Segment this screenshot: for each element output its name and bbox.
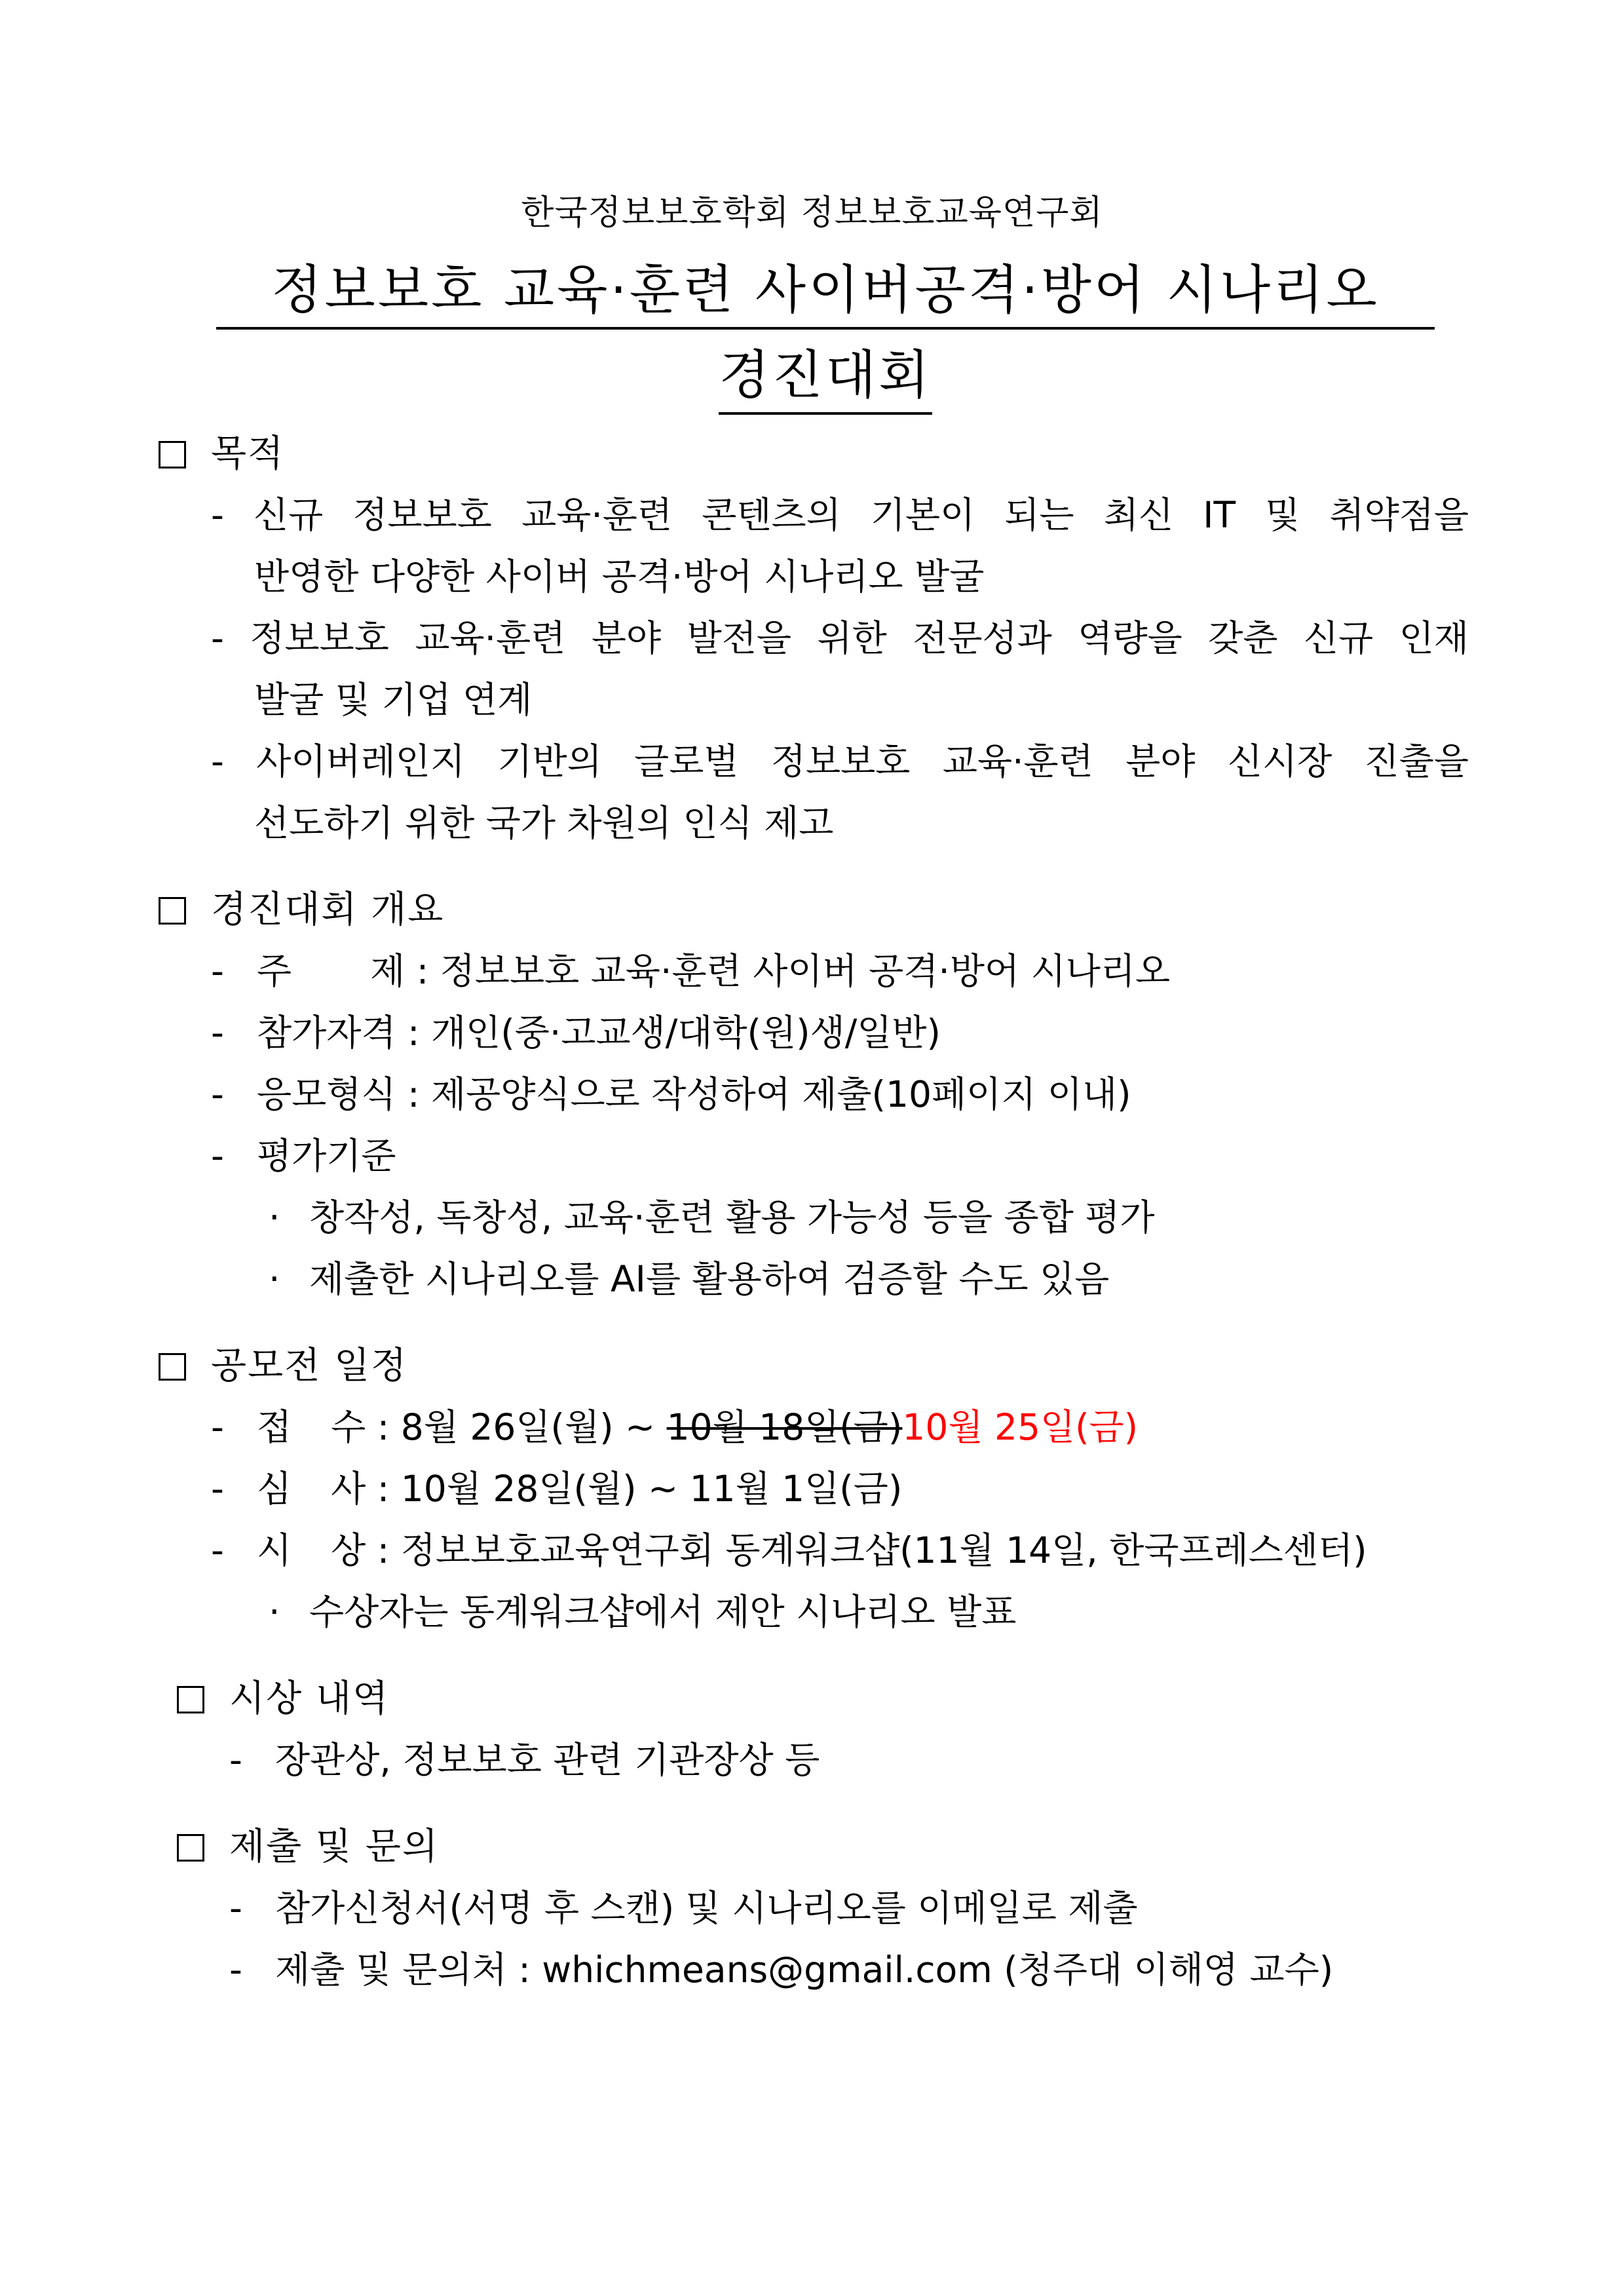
schedule-review: - 심 사 : 10월 28일(월) ~ 11월 1일(금)	[211, 1468, 903, 1510]
contact-email-link[interactable]: whichmeans@gmail.com	[542, 1949, 992, 1991]
old-deadline: 10월 18일(금)	[666, 1406, 903, 1448]
section-purpose-heading: 목적	[159, 425, 284, 477]
page-title: 정보보호 교육·훈련 사이버공격·방어 시나리오	[216, 248, 1435, 330]
criteria-item-2: · 제출한 시나리오를 AI를 활용하여 검증할 수도 있음	[269, 1258, 1110, 1300]
section-schedule-heading: 공모전 일정	[159, 1337, 407, 1389]
purpose-item-3-cont: 선도하기 위한 국가 차원의 인식 제고	[254, 802, 834, 844]
organizer-name: 한국정보보호학회 정보보호교육연구회	[521, 193, 1103, 233]
checkbox-icon	[159, 1353, 186, 1381]
overview-eligibility: - 참가자격 : 개인(중·고교생/대학(원)생/일반)	[211, 1012, 941, 1054]
overview-criteria-heading: - 평가기준	[211, 1135, 396, 1177]
contact-submit: - 참가신청서(서명 후 스캔) 및 시나리오를 이메일로 제출	[229, 1887, 1138, 1929]
purpose-item-2: - 정보보호 교육·훈련 분야 발전을 위한 전문성과 역량을 갖춘 신규 인재	[211, 617, 1469, 659]
page-subtitle: 경진대회	[216, 333, 1435, 415]
section-contact-heading: 제출 및 문의	[177, 1818, 439, 1870]
checkbox-icon	[159, 897, 186, 925]
section-prizes-heading: 시상 내역	[177, 1670, 389, 1722]
prizes-item: - 장관상, 정보보호 관련 기관장상 등	[229, 1739, 820, 1781]
schedule-award: - 시 상 : 정보보호교육연구회 동계워크샵(11월 14일, 한국프레스센터)	[211, 1529, 1367, 1571]
purpose-item-1: - 신규 정보보호 교육·훈련 콘텐츠의 기본이 되는 최신 IT 및 취약점을	[211, 494, 1469, 536]
section-overview-heading: 경진대회 개요	[159, 881, 444, 933]
overview-theme: - 주 제 : 정보보호 교육·훈련 사이버 공격·방어 시나리오	[211, 950, 1171, 992]
purpose-item-3: - 사이버레인지 기반의 글로벌 정보보호 교육·훈련 분야 신시장 진출을	[211, 740, 1469, 782]
new-deadline: 10월 25일(금)	[902, 1406, 1139, 1448]
schedule-award-note: · 수상자는 동계워크샵에서 제안 시나리오 발표	[269, 1591, 1017, 1633]
purpose-item-2-cont: 발굴 및 기업 연계	[254, 679, 533, 721]
contact-inquiry: - 제출 및 문의처 : whichmeans@gmail.com (청주대 이해영 교수)	[229, 1949, 1334, 1991]
purpose-item-1-cont: 반영한 다양한 사이버 공격·방어 시나리오 발굴	[254, 556, 985, 598]
checkbox-icon	[177, 1834, 204, 1862]
checkbox-icon	[177, 1686, 204, 1713]
checkbox-icon	[159, 441, 186, 469]
overview-format: - 응모형식 : 제공양식으로 작성하여 제출(10페이지 이내)	[211, 1073, 1131, 1115]
criteria-item-1: · 창작성, 독창성, 교육·훈련 활용 가능성 등을 종합 평가	[269, 1196, 1155, 1238]
schedule-receipt: - 접 수 : 8월 26일(월) ~ 10월 18일(금)10월 25일(금)	[211, 1406, 1139, 1448]
